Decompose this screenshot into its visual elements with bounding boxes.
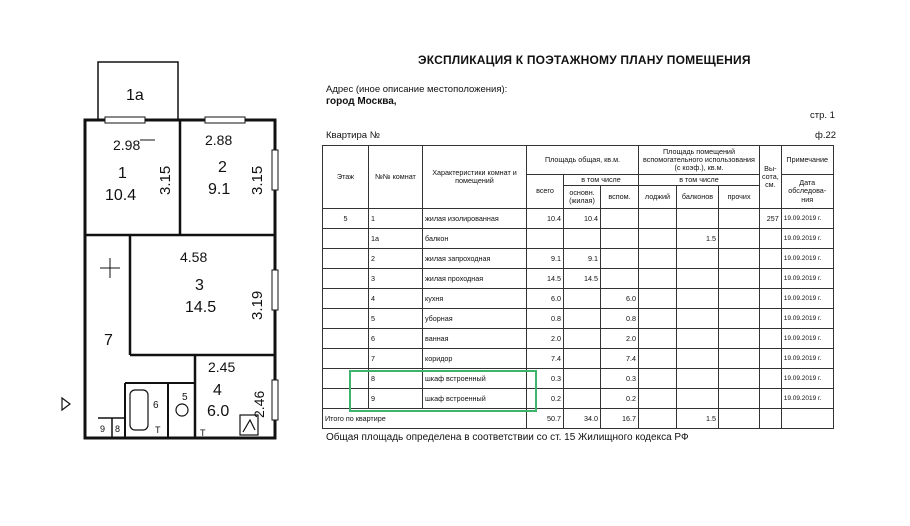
cell-other [719, 269, 760, 289]
cell-floor [323, 349, 369, 369]
cell-total: 0.2 [527, 389, 564, 409]
document-title: ЭКСПЛИКАЦИЯ К ПОЭТАЖНОМУ ПЛАНУ ПОМЕЩЕНИЯ [418, 53, 751, 67]
cell-height: 257 [760, 209, 782, 229]
cell-aux: 7.4 [601, 349, 639, 369]
header-other: прочих [719, 186, 760, 209]
closet-8-number: 8 [115, 424, 121, 434]
cell-floor [323, 289, 369, 309]
cell-name: жилая изолированная [423, 209, 527, 229]
balcony-number: 1а [126, 87, 144, 104]
cell-total: 10.4 [527, 209, 564, 229]
cell-date: 19.09.2019 г. [781, 209, 833, 229]
cell-name: балкон [423, 229, 527, 249]
cell-name: коридор [423, 349, 527, 369]
floor-plan [0, 0, 310, 526]
window [272, 270, 278, 310]
cell-other [719, 229, 760, 249]
cell-date: 19.09.2019 г. [781, 289, 833, 309]
cell-height [760, 289, 782, 309]
header-in-total: в том числе [564, 175, 639, 186]
mark-t-2: Т [200, 428, 206, 438]
footnote: Общая площадь определена в соответствии со ст. 15 Жилищного кодекса РФ [326, 432, 689, 443]
cell-no: 6 [369, 329, 423, 349]
cell-balcony [677, 389, 719, 409]
cell-loggia [639, 349, 677, 369]
wc-number: 5 [182, 392, 188, 403]
totals-balcony: 1.5 [677, 409, 719, 429]
header-room-no: №№ комнат [369, 146, 423, 209]
cell-total: 2.0 [527, 329, 564, 349]
cell-floor [323, 229, 369, 249]
cell-date: 19.09.2019 г. [781, 269, 833, 289]
cell-height [760, 369, 782, 389]
corridor-number: 7 [104, 332, 113, 349]
cell-loggia [639, 329, 677, 349]
window [105, 117, 145, 123]
cell-balcony [677, 209, 719, 229]
header-floor: Этаж [323, 146, 369, 209]
cell-main: 14.5 [564, 269, 601, 289]
cell-name: шкаф встроенный [423, 369, 527, 389]
room2-area: 9.1 [208, 181, 231, 198]
cell-aux [601, 229, 639, 249]
cell-date: 19.09.2019 г. [781, 389, 833, 409]
cell-loggia [639, 369, 677, 389]
cell-other [719, 249, 760, 269]
cell-date: 19.09.2019 г. [781, 249, 833, 269]
totals-aux: 16.7 [601, 409, 639, 429]
window [272, 380, 278, 420]
table-row [323, 249, 834, 269]
cell-other [719, 309, 760, 329]
cell-loggia [639, 229, 677, 249]
header-characteristics: Характеристики комнат и помещений [423, 146, 527, 209]
cell-main [564, 229, 601, 249]
cell-total: 9.1 [527, 249, 564, 269]
room1-number: 1 [118, 165, 127, 182]
window [205, 117, 245, 123]
cell-date: 19.09.2019 г. [781, 309, 833, 329]
cell-aux [601, 209, 639, 229]
cell-name: ванная [423, 329, 527, 349]
cell-balcony [677, 369, 719, 389]
cell-loggia [639, 209, 677, 229]
cell-name: уборная [423, 309, 527, 329]
table-row [323, 209, 834, 229]
cell-total: 0.3 [527, 369, 564, 389]
cell-total [527, 229, 564, 249]
header-survey-date: Дата обследова-ния [781, 175, 833, 209]
room2-number: 2 [218, 159, 227, 176]
header-total: всего [527, 175, 564, 209]
cell-floor: 5 [323, 209, 369, 229]
cell-main: 9.1 [564, 249, 601, 269]
cell-no: 1 [369, 209, 423, 229]
cell-aux: 6.0 [601, 289, 639, 309]
cell-date: 19.09.2019 г. [781, 229, 833, 249]
cell-main: 10.4 [564, 209, 601, 229]
room3-length: 3.19 [249, 290, 266, 320]
room3-number: 3 [195, 277, 204, 294]
room2-width: 2.88 [205, 132, 233, 148]
address-value: город Москва, [326, 96, 397, 107]
page-number: стр. 1 [810, 110, 835, 121]
cell-date: 19.09.2019 г. [781, 349, 833, 369]
cell-other [719, 349, 760, 369]
table-row [323, 289, 834, 309]
cell-no: 3 [369, 269, 423, 289]
cell-no: 2 [369, 249, 423, 269]
entrance-arrow [62, 398, 70, 410]
cell-balcony [677, 309, 719, 329]
cell-no: 4 [369, 289, 423, 309]
cell-total: 14.5 [527, 269, 564, 289]
header-in-total-aux: в том числе [639, 175, 760, 186]
cell-other [719, 369, 760, 389]
cell-loggia [639, 269, 677, 289]
cell-height [760, 329, 782, 349]
header-aux-area: Площадь помещений вспомогательного использования (с коэф.), кв.м. [639, 146, 760, 175]
cell-other [719, 389, 760, 409]
bath-number: 6 [153, 400, 159, 411]
cell-balcony [677, 349, 719, 369]
cell-loggia [639, 289, 677, 309]
cell-main [564, 389, 601, 409]
cell-floor [323, 249, 369, 269]
room3-area: 14.5 [185, 299, 217, 316]
cell-aux: 2.0 [601, 329, 639, 349]
cell-no: 1а [369, 229, 423, 249]
mark-t-1: Т [155, 425, 161, 435]
room1-width: 2.98 [113, 137, 141, 153]
totals-label: Итого по квартире [323, 409, 527, 429]
apartment-label: Квартира № [326, 130, 380, 141]
header-auxiliary: вспом. [601, 186, 639, 209]
cell-main [564, 289, 601, 309]
cell-no: 9 [369, 389, 423, 409]
cell-main [564, 369, 601, 389]
room1-area: 10.4 [105, 187, 137, 204]
totals-area: 50.7 [527, 409, 564, 429]
cell-balcony [677, 269, 719, 289]
toilet [176, 404, 188, 416]
cell-total: 0.8 [527, 309, 564, 329]
closet-9-number: 9 [100, 424, 106, 434]
cell-main [564, 329, 601, 349]
cell-height [760, 229, 782, 249]
cell-name: жилая проходная [423, 269, 527, 289]
cell-height [760, 349, 782, 369]
cell-no: 5 [369, 309, 423, 329]
address-label: Адрес (иное описание местоположения): [326, 84, 508, 95]
cell-no: 8 [369, 369, 423, 389]
cell-name: кухня [423, 289, 527, 309]
cell-height [760, 309, 782, 329]
table-row [323, 229, 834, 249]
cell-loggia [639, 309, 677, 329]
cell-floor [323, 329, 369, 349]
table-row [323, 269, 834, 289]
header-height: Вы-сота, см. [760, 146, 782, 209]
cell-date: 19.09.2019 г. [781, 369, 833, 389]
cell-balcony [677, 249, 719, 269]
cell-name: шкаф встроенный [423, 389, 527, 409]
cell-floor [323, 309, 369, 329]
cell-floor [323, 269, 369, 289]
cell-loggia [639, 249, 677, 269]
cell-total: 6.0 [527, 289, 564, 309]
cell-other [719, 289, 760, 309]
cell-other [719, 329, 760, 349]
cell-height [760, 249, 782, 269]
form-code: ф.22 [815, 130, 837, 141]
cell-main [564, 309, 601, 329]
header-note: Примечание [781, 146, 833, 175]
cell-balcony [677, 329, 719, 349]
header-main-living: основн. (жилая) [564, 186, 601, 209]
cell-date: 19.09.2019 г. [781, 329, 833, 349]
highlight-box [349, 370, 537, 412]
header-balconies: балконов [677, 186, 719, 209]
room3-width: 4.58 [180, 249, 208, 265]
kitchen-area: 6.0 [207, 403, 230, 420]
cell-aux [601, 269, 639, 289]
cell-height [760, 389, 782, 409]
cell-other [719, 209, 760, 229]
room1-length: 3.15 [157, 165, 174, 195]
bathtub [130, 390, 148, 430]
header-area-total: Площадь общая, кв.м. [527, 146, 639, 175]
window [272, 150, 278, 190]
table-row [323, 329, 834, 349]
kitchen-length: 2.46 [251, 390, 267, 418]
room2-length: 3.15 [249, 165, 266, 195]
cell-main [564, 349, 601, 369]
table-row [323, 349, 834, 369]
cell-name: жилая запроходная [423, 249, 527, 269]
totals-main: 34.0 [564, 409, 601, 429]
cell-aux: 0.8 [601, 309, 639, 329]
cell-height [760, 269, 782, 289]
cell-aux: 0.3 [601, 369, 639, 389]
cell-loggia [639, 389, 677, 409]
kitchen-width: 2.45 [208, 359, 236, 375]
cell-aux [601, 249, 639, 269]
cell-no: 7 [369, 349, 423, 369]
cell-aux: 0.2 [601, 389, 639, 409]
cell-balcony: 1.5 [677, 229, 719, 249]
table-row [323, 309, 834, 329]
header-loggias: лоджий [639, 186, 677, 209]
cell-balcony [677, 289, 719, 309]
kitchen-number: 4 [213, 382, 222, 399]
cell-total: 7.4 [527, 349, 564, 369]
